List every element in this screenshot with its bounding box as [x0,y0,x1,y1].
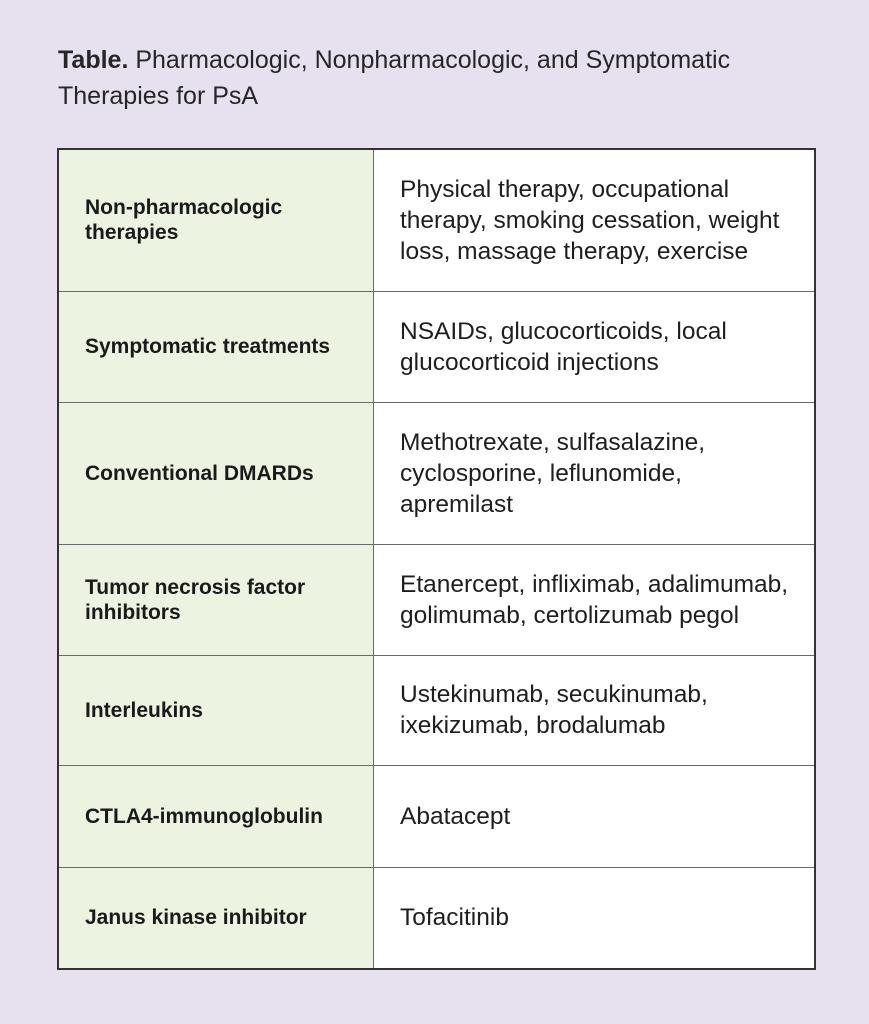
table-row [58,765,815,867]
category-cell: Non-pharmacologic therapies [58,149,374,291]
table-row [58,402,815,544]
examples-cell: Abatacept [374,765,816,867]
examples-cell: Methotrexate, sulfasalazine, cyclosporine, leflunomide, apremilast [374,402,816,544]
table-row [58,544,815,655]
category-cell: Symptomatic treatments [58,291,374,402]
table-row [58,149,815,291]
category-cell: Interleukins [58,655,374,765]
caption-text: Pharmacologic, Nonpharmacologic, and Symptomatic Therapies for PsA [58,46,731,110]
caption-label: Table. [58,46,129,74]
category-cell: CTLA4-immunoglobulin [58,765,374,867]
therapies-table [57,148,816,970]
category-cell: Conventional DMARDs [58,402,374,544]
examples-cell: Ustekinumab, secukinumab, ixekizumab, brodalumab [374,655,816,765]
table-row [58,867,815,969]
examples-cell: Tofacitinib [374,867,816,969]
examples-cell: Physical therapy, occupational therapy, smoking cessation, weight loss, massage therapy, exercise [374,149,816,291]
table-caption [58,42,818,114]
examples-cell: NSAIDs, glucocorticoids, local glucocorticoid injections [374,291,816,402]
examples-cell: Etanercept, infliximab, adalimumab, golimumab, certolizumab pegol [374,544,816,655]
category-cell: Tumor necrosis factor inhibitors [58,544,374,655]
table-row [58,655,815,765]
table-row [58,291,815,402]
category-cell: Janus kinase inhibitor [58,867,374,969]
